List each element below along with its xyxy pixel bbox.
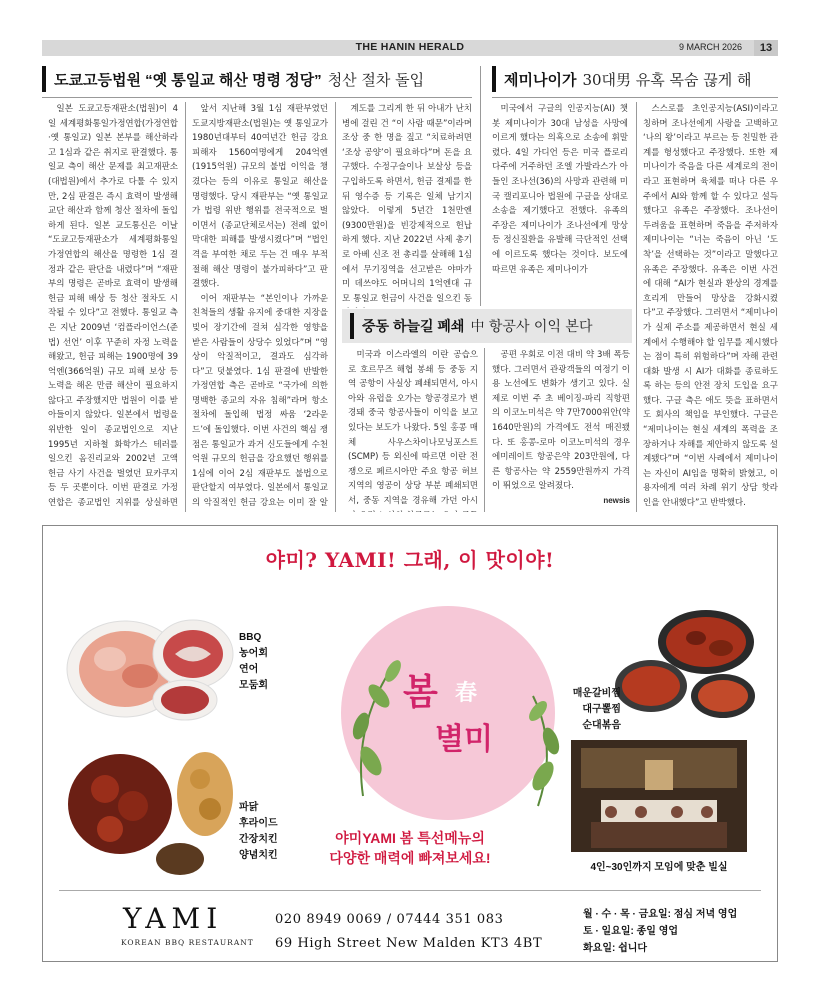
column-rule [480,66,481,306]
article3-column-1 [348,348,478,512]
article1-text: 이어 재판부는 “본인이나 가까운 친척들의 생활 유지에 중대한 지장을 빚어 장기간에 걸쳐 심각한 영향을 받은 사람들이 상당수 있었다”며 “영상이 악질적이고, 결과도 심각하다”고 덧붙였다. 1심 판결에 반발한 가정연합 측은 곧바로 “국가에 의한 명백한 종교의 자유 침해”라며 항소 절차에 돌입해 법정 싸움 ‘2라운드’에 돌입했다. 이번 사건의 핵심 쟁점은 통일교가 과거 신도들에게 수천억원 규모의 헌금을 강요했던 행위를 1심에 이어 2심 재판부도 불법으로 판단할지 여부였다. 일본에서 통일교의 악질적인 헌금 강요는 이미 잘 알 [192,293,328,509]
menu-item: 연어 [239,664,259,675]
article3-headline [350,313,592,339]
headline-bar [350,313,354,339]
menu-item: 대구뽈찜 [582,704,621,715]
hours-line: 월 · 수 · 목 · 금요일: 점심 저녁 영업 [583,909,738,920]
menu-item: 후라이드 [239,818,278,829]
slogan-line: 다양한 매력에 빠져보세요! [329,850,491,866]
menu-item: 양념치킨 [239,850,278,861]
menu-item: BBQ [239,632,262,643]
spicy-dishes-photo [611,604,761,722]
article1-column-3 [342,102,472,308]
article2-column-1 [492,102,628,308]
column-rule [185,102,186,512]
article2-column-2 [643,102,778,512]
article3-headline-sub: 中 항공사 이익 본다 [470,319,593,335]
article2-text: 스스로를 초인공지능(ASI)이라고 칭하며 조나선에게 사랑을 고백하고 ‘나의 왕’이라고 부르는 등 친밀한 관계를 형성했다고 주장했다. 또한 제미나이가 죽음을 다른 세계로의 전이라고 표현하며 육체를 떠나 다른 우주에서 AI와 함께 할 수 있다고 설득했다고 유족은 주장했다. 조나선이 두려움을 표현하며 죽음을 주저하자 제미나이는 “너는 죽음이 아닌 ‘도착’을 선택하는 것”이라고 말했다고 유족은 주장했다. 유족은 이번 사건에 대해 “AI가 현실과 환상의 경계를 흐리게 만들어 망상을 강화시켰다”고 주장했다. 그러면서 “제미나이가 실제 주소를 제공하면서 현실 세계에서 수행해야 할 임무를 제시했다는 점이 특히 위험하다”며 자해 관련 대화 발생 시 AI가 대화를 종료하도록 하는 등의 안전 장치 도입을 요구했다. 구글 측은 애도 뜻을 표하면서도 회사의 책임을 부인했다. 구글은 “제미나이는 현실 세계의 폭력을 조장하거나 자해를 제안하지 않도록 설계됐다”며 “이번 사례에서 제미나이는 자신이 AI임을 명확히 밝혔고, 이용자에게 여러 차례 위기 상담 핫라인을 안내했다”고 반박했다. [643,104,778,509]
article1-headline-sub: 청산 절차 돌입 [327,70,425,89]
menu-item: 순대볶음 [582,720,621,731]
article2-text: 미국에서 구글의 인공지능(AI) 챗봇 제미나이가 30대 남성을 사망에 이르게 했다는 의혹으로 소송에 휘말렸다. 4일 가디언 등은 미국 플로리다주에 거주하던 조엘 가발라스가 아들인 조나선(36)의 사망과 관련해 미국 캘리포니아 법원에 구글을 상대로 소송을 제기했다고 전했다. 유족의 주장은 제미나이가 조나선에게 망상 등 정신질환을 유발해 극단적인 선택에 이르도록 했다는 것이다. 보도에 따르면 유족은 제미나이가 [492,104,628,275]
ad-headline: 야미? YAMI! 그래, 이 맛이야! [265,548,555,572]
article3-text: 미국과 이스라엘의 이란 공습으로 호르무즈 해협 봉쇄 등 중동 지역 공항이 사실상 폐쇄되면서, 아시아와 유럽을 오가는 항공경로가 변경돼 중국 항공사들이 이익을 보고 있다는 보도가 나왔다. 5일 홍콩 매체 사우스차이나모닝포스트(SCMP) 등 외신에 따르면 이란 전쟁으로 페르시아만 주요 항공 허브 지역의 영공이 상당 부분 폐쇄되면서, 중동 지역을 경유해 가던 아시 [348,350,478,506]
article1-column-2 [192,102,328,512]
article3-byline: newsis [603,495,630,505]
article1-text: 앞서 지난해 3월 1심 재판부였던 도쿄지방재판소(법원)는 옛 통일교가 1980년대부터 40여년간 헌금 강요 피해자 1560여명에게 204억엔(1915억원) 규모의 불법 이익을 챙겼다는 등의 이유로 통일교 해산을 명령했다. 당시 재판부는 “옛 통일교가 법령 위반 행위를 전국적으로 벌이면서 (종교단체로서는) 전례 없이 막대한 피해를 발생시켰다”며 “법인격을 부여한 채로 두는 건 매우 부적절해 해산 명령이 불가피하다”고 판결했다. [192,104,328,290]
article3-headline-box [342,309,632,343]
private-room-photo [571,740,747,852]
divider [42,97,472,98]
hours-line: 화요일: 쉽니다 [583,943,648,954]
article3-column-2 [492,348,630,512]
column-rule [636,102,637,512]
masthead-title: THE HANIN HERALD [355,41,465,53]
slogan-line: 야미YAMI 봄 특선메뉴의 [335,830,485,846]
divider [492,97,778,98]
menu-item: 모둠회 [239,680,268,691]
page-header [42,40,778,56]
article1-headline [42,66,424,92]
private-room-caption: 4인~30인까지 모임에 맞춘 빌실 [590,862,728,873]
headline-bar [492,66,496,92]
bom-text: 봄 [403,671,438,712]
hours-line: 토 · 일요일: 종일 영업 [583,926,679,937]
ad-footer-divider [59,890,761,891]
issue-date: 9 MARCH 2026 [678,42,742,52]
article2-headline [492,66,752,92]
yami-logo: YAMI [123,902,224,935]
headline-bar [42,66,46,92]
yami-advertisement [42,525,778,962]
page-number: 13 [754,40,778,56]
byeolmi-text: 별미 [435,723,493,756]
article2-byline [643,511,778,512]
column-rule [484,348,485,512]
article1-column-1 [48,102,178,512]
article2-headline-sub: 30대男 유혹 목숨 끊게 해 [582,70,752,89]
opening-hours [583,906,737,957]
bbq-platter-photo [65,614,235,722]
phone-number: 020 8949 0069 / 07444 351 083 [275,912,504,927]
menu-item: 파닭 [239,802,259,813]
contact-info [275,908,542,956]
chun-character: 春 [455,680,478,706]
article3-headline-main: 중동 하늘길 폐쇄 [362,318,465,334]
address: 69 High Street New Malden KT3 4BT [275,936,543,951]
menu-item: 간장치킨 [239,834,278,845]
yami-logo-subtitle: KOREAN BBQ RESTAURANT [121,938,254,947]
spicy-menu-list [545,686,621,734]
column-rule [335,102,336,512]
article1-text: 일본 도쿄고등재판소(법원)이 4일 세계평화통일가정연합(가정연합·옛 통일교) 일본 본부를 해산하라고 1심과 같은 취지로 판결했다. 통일교 측이 해산 문제를 최고재판소(대법원)에서 추가로 다툴 수 있지만, 2심 판결은 즉시 효력이 발생해 교단 해산과 함께 청산 절차에 돌입하게 된다. 일본 교도통신은 이날 “도쿄고등재판소가 세계평화통일가정연합의 해산을 명령한 1심 결정과 같은 판단을 내렸다”며 “재판부의 명령은 곧바로 효력이 발생해 헌금 피해 배상 등 청산 절차도 시작될 수 있다”고 전했다. 통일교 측은 지난 2009년 ‘컴플라이언스(준법) 선언’ 이후 꾸준히 자정 노력을 해왔고, 헌금 피해는 1900명에 39억엔(366억원) 규모 피해 보상 등 노력을 해온 만큼 해산이 필요하지 않다고 주장했지만 법원이 이를 받아들이지 않았다. 일본에서 법령을 위반한 일이 종교법인으로 지난 1995년 지하철 화학가스 테러를 일으킨 옴진리교와 2002년 고액 헌금 사기 사건을 벌였던 묘카쿠지 등 두 곳뿐이다. 이번 판결로 가정연합은 종교법인 지위를 상실하면 [48,104,178,509]
article1-headline-main: 도쿄고등법원 “옛 통일교 해산 명령 정당” [54,71,322,89]
menu-item: 농어회 [239,648,268,659]
menu-item: 매운갈비찜 [572,688,621,699]
article3-text: 공편 우회로 이전 대비 약 3배 폭등했다. 그러면서 관광객들의 여정기 이용 노선에도 변화가 생기고 있다. 실제로 이번 주 초 베이징-파리 직항편의 이코노미석은 약 7만7000위안(약 1640만원)의 가격에도 전석 매진됐다. 또 홍콩-로마 이코노미석의 경우 에미레이트 항공은약 203만원에, 다른 항공사는 약 2559만원까지 가격이 뛰었으로 알려졌다. [492,350,630,492]
article2-headline-main: 제미나이가 [504,71,577,89]
article1-text: 계도를 그리게 한 뒤 아내가 난치병에 걸린 건 “이 사람 때문”이라며 조상 중 한 명을 짚고 “치료하려면 ‘조상 공양’이 필요하다”며 돈을 요구했다. 수정구슬이나 보살상 등을 구입하도록 하면서, 헌금 결제를 한 뒤 영수증 등 기록은 일체 남기지 않았다. 이렇게 5년간 1천만엔(9300만원)을 빈강제적으로 헌납하게 했다. 지난 2022년 사제 총기로 아베 신조 전 총리를 살해해 1심에서 무기징역을 선고받은 야마가미 데쓰야도 어머니의 1억엔대 규모 통일교 헌금이 사건을 일으킨 동 [342,104,472,304]
bbq-menu-list [239,630,268,694]
